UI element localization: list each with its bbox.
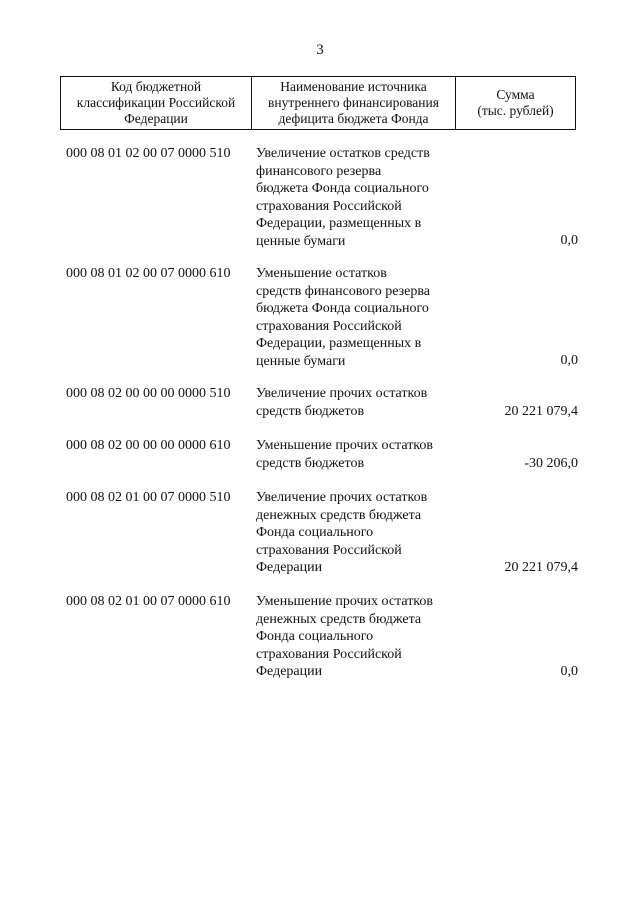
budget-code: 000 08 01 02 00 07 0000 610 [66,266,231,281]
table-row [60,489,580,577]
source-name: Уменьшение прочих остатков средств бюджетов [256,438,434,471]
source-name: Увеличение остатков средств финансового резерва бюджета Фонда социального страхования Российской Федерации, размещенных в ценные бумаги [256,146,430,249]
table-row [60,145,580,251]
budget-code: 000 08 02 01 00 07 0000 610 [66,594,231,609]
header-amount-column [456,77,575,129]
amount-value: 20 221 079,4 [504,560,578,575]
header-code-label: Код бюджетной классификации Российской Федерации [76,79,236,126]
amount-value: 0,0 [560,353,578,368]
amount-value: 0,0 [560,664,578,679]
table-header [60,76,576,130]
budget-code: 000 08 02 00 00 00 0000 610 [66,438,231,453]
source-name: Уменьшение прочих остатков денежных средств бюджета Фонда социального страхования Российской Федерации [256,594,434,679]
amount-value: 20 221 079,4 [504,403,578,419]
table-row [60,385,580,421]
header-code-column [61,77,252,129]
header-amount-label: Сумма (тыс. рублей) [477,87,554,118]
budget-code: 000 08 02 00 00 00 0000 510 [66,386,231,401]
budget-code: 000 08 01 02 00 07 0000 510 [66,146,231,161]
source-name: Увеличение прочих остатков денежных средств бюджета Фонда социального страхования Российской Федерации [256,490,428,575]
header-name-column [252,77,456,129]
table-row [60,593,580,681]
amount-value: 0,0 [560,233,578,248]
table-row [60,437,580,473]
budget-code: 000 08 02 01 00 07 0000 510 [66,490,231,505]
source-name: Увеличение прочих остатков средств бюджетов [256,386,428,419]
amount-value: -30 206,0 [524,455,578,471]
page-number: 3 [316,42,324,58]
source-name: Уменьшение остатков средств финансового резерва бюджета Фонда социального страхования Российской Федерации, размещенных в ценные бумаги [256,266,430,369]
table-row [60,265,580,371]
header-name-label: Наименование источника внутреннего финансирования дефицита бюджета Фонда [268,79,439,126]
